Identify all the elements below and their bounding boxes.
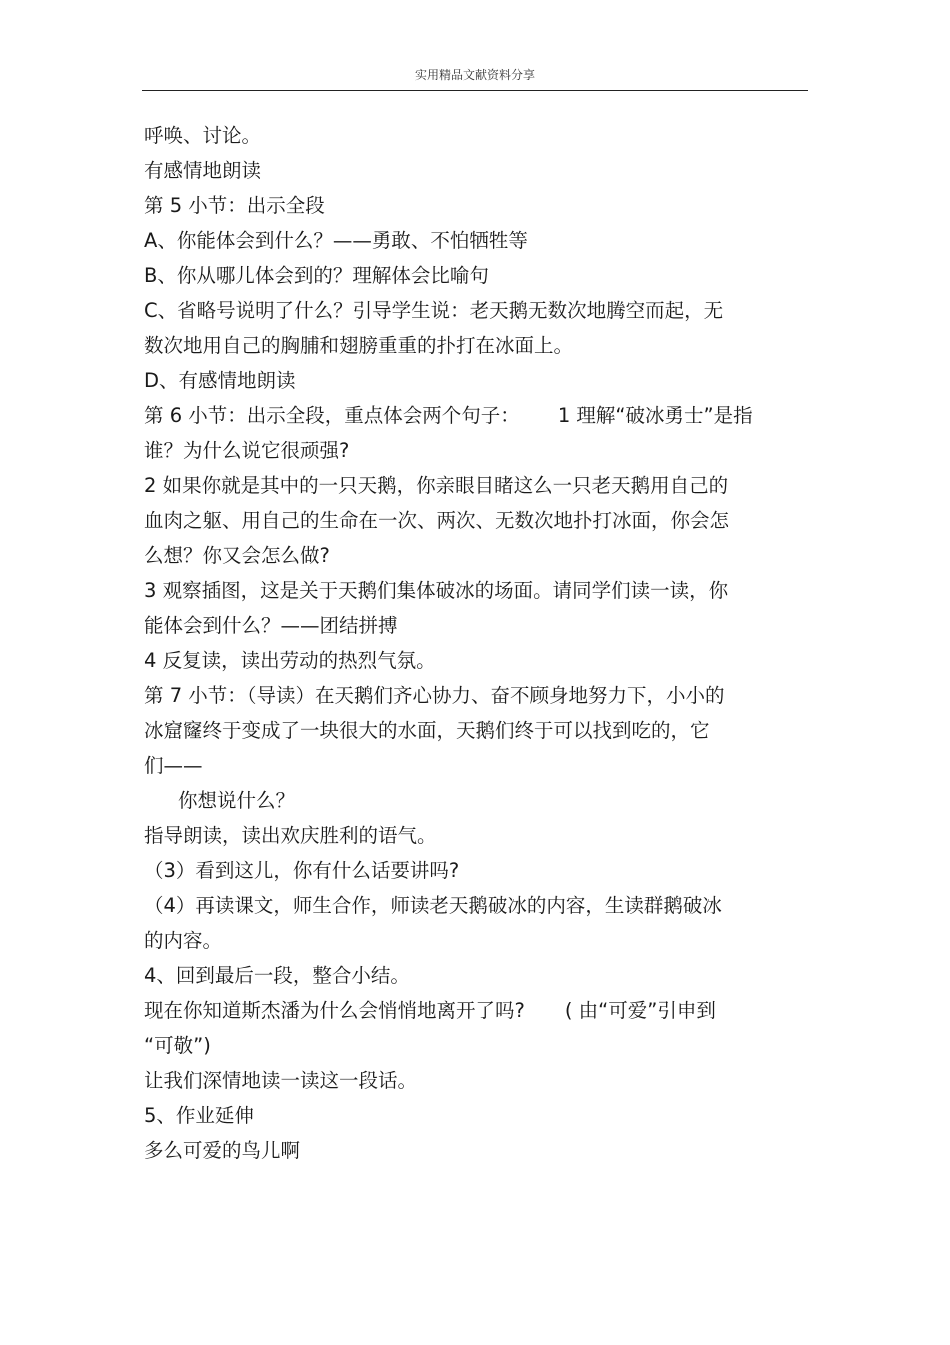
text-line: 的内容。 — [144, 929, 223, 952]
text-line: 数次地用自己的胸脯和翅膀重重的扑打在冰面上。 — [144, 334, 574, 357]
text-line: 4、回到最后一段，整合小结。 — [144, 964, 410, 987]
text-line: 谁？为什么说它很顽强? — [144, 439, 350, 462]
text-line: 5、作业延伸 — [144, 1104, 254, 1127]
text-line-composite — [144, 993, 804, 1028]
text-line: 们—— — [144, 754, 203, 777]
text-segment: 现在你知道斯杰潘为什么会悄悄地离开了吗? — [144, 999, 525, 1022]
text-line: 呼唤、讨论。 — [144, 124, 262, 147]
page-header: 实用精品文献资料分享 — [414, 68, 535, 82]
text-segment: 第 6 小节：出示全段，重点体会两个句子： — [144, 404, 520, 427]
text-line: 能体会到什么？——团结拼搏 — [144, 614, 398, 637]
text-line: B、你从哪儿体会到的？理解体会比喻句 — [144, 264, 489, 287]
text-line: 多么可爱的鸟儿啊 — [144, 1139, 301, 1162]
text-line: 冰窟窿终于变成了一块很大的水面，天鹅们终于可以找到吃的，它 — [144, 719, 710, 742]
text-line: 血肉之躯、用自己的生命在一次、两次、无数次地扑打冰面，你会怎 — [144, 509, 730, 532]
text-line: “可敬”) — [144, 1034, 211, 1057]
text-line: （3）看到这儿，你有什么话要讲吗? — [144, 859, 460, 882]
text-line: 指导朗读，读出欢庆胜利的语气。 — [144, 824, 437, 847]
text-segment: 1 理解“破冰勇士”是指 — [557, 404, 753, 427]
text-segment: ( 由“可爱”引申到 — [564, 999, 716, 1022]
text-line: 第 5 小节：出示全段 — [144, 194, 325, 217]
text-line: 第 7 小节：（导读）在天鹅们齐心协力、奋不顾身地努力下，小小的 — [144, 684, 725, 707]
text-line: D、有感情地朗读 — [144, 369, 296, 392]
text-line: 4 反复读，读出劳动的热烈气氛。 — [144, 649, 436, 672]
text-line: 让我们深情地读一读这一段话。 — [144, 1069, 418, 1092]
text-line: 3 观察插图，这是关于天鹅们集体破冰的场面。请同学们读一读，你 — [144, 579, 729, 602]
document-body — [144, 118, 804, 1168]
text-line: A、你能体会到什么？——勇敢、不怕牺牲等 — [144, 229, 528, 252]
text-line-composite — [144, 398, 804, 433]
text-line: 有感情地朗读 — [144, 159, 262, 182]
text-line: 你想说什么？ — [178, 789, 296, 812]
text-line: 么想？你又会怎么做? — [144, 544, 330, 567]
text-line: C、省略号说明了什么？引导学生说：老天鹅无数次地腾空而起，无 — [144, 299, 724, 322]
text-line: （4）再读课文，师生合作，师读老天鹅破冰的内容，生读群鹅破冰 — [144, 894, 722, 917]
header-rule — [142, 90, 808, 91]
text-line: 2 如果你就是其中的一只天鹅，你亲眼目睹这么一只老天鹅用自己的 — [144, 474, 729, 497]
